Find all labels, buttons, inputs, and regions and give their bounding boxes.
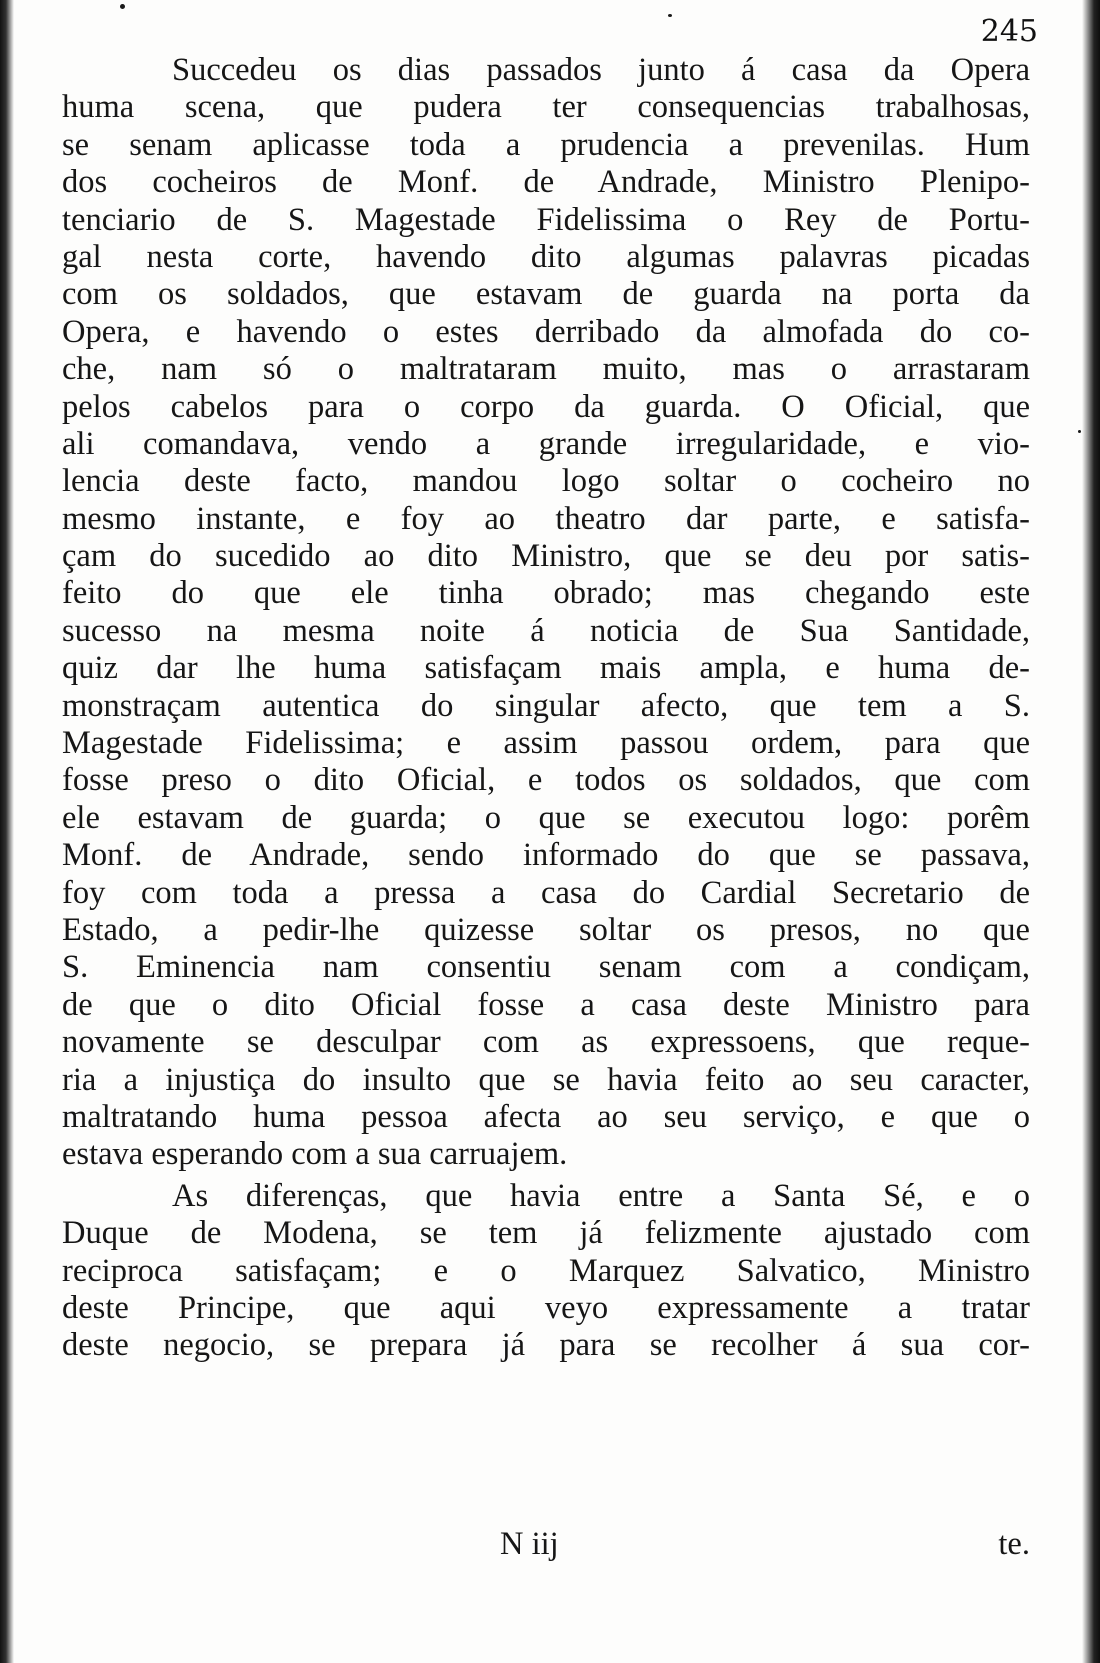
text-line: deste negocio, se prepara já para se recolher á sua cor- — [62, 1327, 1030, 1364]
text-line: maltratando huma pessoa afecta ao seu serviço, e que o — [62, 1098, 1030, 1135]
text-line: ali comandava, vendo a grande irregularidade, e vio- — [62, 425, 1030, 462]
text-line: ele estavam de guarda; o que se executou logo: porêm — [62, 799, 1030, 836]
text-line: pelos cabelos para o corpo da guarda. O Oficial, que — [62, 388, 1030, 425]
text-line: monstraçam autentica do singular afecto, que tem a S. — [62, 687, 1030, 724]
catchword: te. — [998, 1526, 1030, 1562]
text-line: mesmo instante, e foy ao theatro dar parte, e satisfa- — [62, 500, 1030, 537]
text-line: Opera, e havendo o estes derribado da almofada do co- — [62, 313, 1030, 350]
ink-speck — [120, 4, 125, 9]
page-footer — [62, 1526, 1030, 1566]
text-line: çam do sucedido ao dito Ministro, que se deu por satis- — [62, 538, 1030, 575]
ink-speck — [668, 14, 672, 17]
text-line: deste Principe, que aqui veyo expressamente a tratar — [62, 1289, 1030, 1326]
text-line: Estado, a pedir-lhe quizesse soltar os presos, no que — [62, 911, 1030, 948]
paragraph — [62, 52, 1030, 1174]
text-line: Magestade Fidelissima; e assim passou ordem, para que — [62, 725, 1030, 762]
text-line: fosse preso o dito Oficial, e todos os soldados, que com — [62, 762, 1030, 799]
text-line: ria a injustiça do insulto que se havia feito ao seu caracter, — [62, 1061, 1030, 1098]
text-line: S. Eminencia nam consentiu senam com a condiçam, — [62, 949, 1030, 986]
text-line: Duque de Modena, se tem já felizmente ajustado com — [62, 1215, 1030, 1252]
text-line: com os soldados, que estavam de guarda na porta da — [62, 276, 1030, 313]
text-line: As diferenças, que havia entre a Santa Sé, e o — [172, 1177, 1030, 1214]
text-line: quiz dar lhe huma satisfaçam mais ampla, e huma de- — [62, 650, 1030, 687]
scan-right-edge — [1082, 0, 1100, 1663]
text-line: foy com toda a pressa a casa do Cardial Secretario de — [62, 874, 1030, 911]
ink-speck — [1078, 430, 1081, 433]
text-line: tenciario de S. Magestade Fidelissima o Rey de Portu- — [62, 201, 1030, 238]
scan-left-edge — [0, 0, 14, 1663]
text-line: dos cocheiros de Monf. de Andrade, Ministro Plenipo- — [62, 164, 1030, 201]
paragraph — [62, 1178, 1030, 1365]
signature-mark: N iij — [500, 1526, 559, 1562]
text-line: Succedeu os dias passados junto á casa da Opera — [172, 52, 1030, 88]
text-line: gal nesta corte, havendo dito algumas palavras picadas — [62, 238, 1030, 275]
text-line: se senam aplicasse toda a prudencia a prevenilas. Hum — [62, 126, 1030, 163]
article-text — [62, 52, 1030, 1365]
text-line: lencia deste facto, mandou logo soltar o cocheiro no — [62, 463, 1030, 500]
text-line: Monf. de Andrade, sendo informado do que se passava, — [62, 837, 1030, 874]
text-line: reciproca satisfaçam; e o Marquez Salvatico, Ministro — [62, 1252, 1030, 1289]
text-line: huma scena, que pudera ter consequencias trabalhosas, — [62, 89, 1030, 126]
text-line: che, nam só o maltrataram muito, mas o arrastaram — [62, 351, 1030, 388]
text-line: feito do que ele tinha obrado; mas chegando este — [62, 575, 1030, 612]
page-number: 245 — [980, 14, 1038, 49]
text-line: de que o dito Oficial fosse a casa deste Ministro para — [62, 986, 1030, 1023]
text-line: sucesso na mesma noite á noticia de Sua Santidade, — [62, 612, 1030, 649]
text-line: novamente se desculpar com as expressoens, que reque- — [62, 1024, 1030, 1061]
text-line: estava esperando com a sua carruajem. — [62, 1136, 568, 1173]
